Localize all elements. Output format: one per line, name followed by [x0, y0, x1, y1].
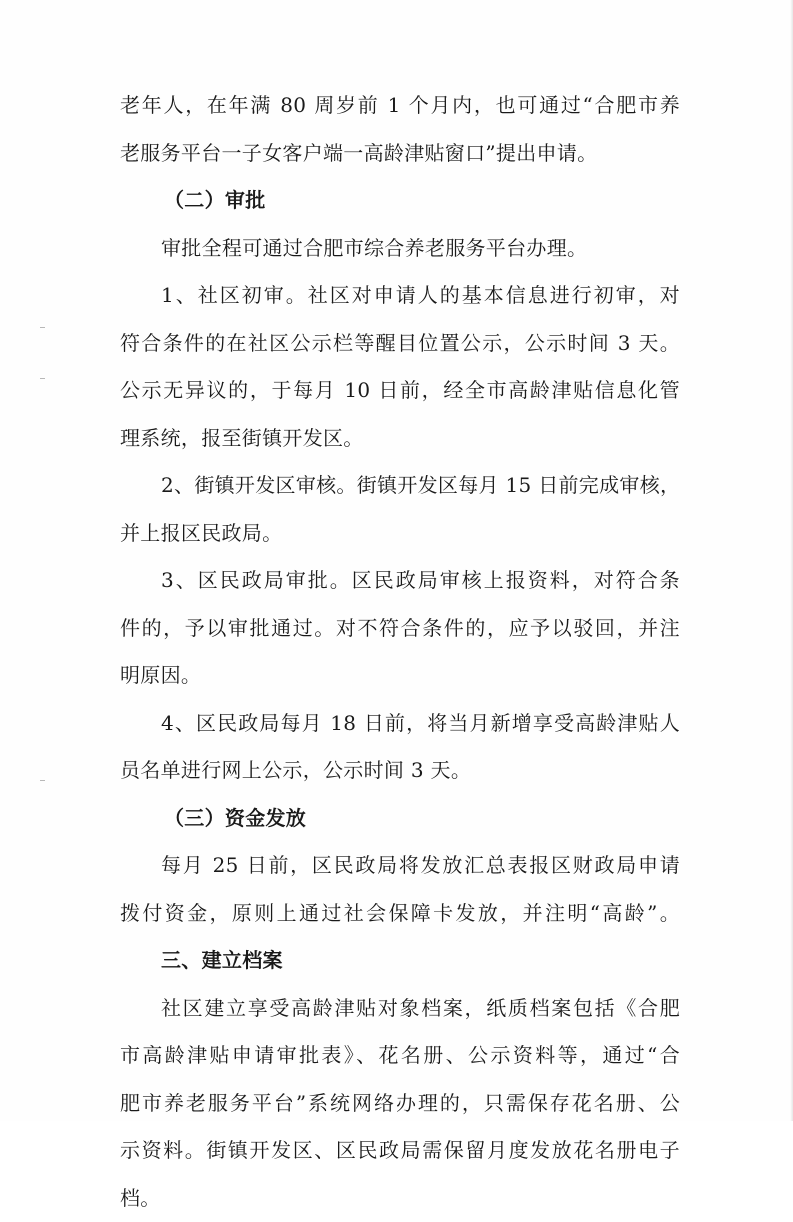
text-line: 公示无异议的，于每月 10 日前，经全市高龄津贴信息化管 — [120, 367, 680, 415]
text-line: 档。 — [120, 1175, 680, 1222]
binding-mark — [40, 378, 45, 379]
text-line: 2、街镇开发区审核。街镇开发区每月 15 日前完成审核， — [120, 462, 680, 510]
text-line: 拨付资金，原则上通过社会保障卡发放，并注明“高龄”。 — [120, 890, 680, 938]
text-line: 件的，予以审批通过。对不符合条件的，应予以驳回，并注 — [120, 605, 680, 653]
text-line: 3、区民政局审批。区民政局审核上报资料，对符合条 — [120, 557, 680, 605]
text-line: 社区建立享受高龄津贴对象档案，纸质档案包括《合肥 — [120, 985, 680, 1033]
text-line: 4、区民政局每月 18 日前，将当月新增享受高龄津贴人 — [120, 700, 680, 748]
section-heading: 三、建立档案 — [120, 937, 680, 985]
text-line: 明原因。 — [120, 652, 680, 700]
text-line: 市高龄津贴申请审批表》、花名册、公示资料等，通过“合 — [120, 1032, 680, 1080]
document-body — [120, 82, 680, 1222]
text-line: 示资料。街镇开发区、区民政局需保留月度发放花名册电子 — [120, 1127, 680, 1175]
binding-mark — [40, 780, 45, 781]
section-heading: （二）审批 — [120, 177, 680, 225]
text-line: 肥市养老服务平台”系统网络办理的，只需保存花名册、公 — [120, 1080, 680, 1128]
section-heading: （三）资金发放 — [120, 795, 680, 843]
text-line: 老服务平台一子女客户端一高龄津贴窗口”提出申请。 — [120, 130, 680, 178]
text-line: 每月 25 日前，区民政局将发放汇总表报区财政局申请 — [120, 842, 680, 890]
text-line: 审批全程可通过合肥市综合养老服务平台办理。 — [120, 225, 680, 273]
text-line: 老年人，在年满 80 周岁前 1 个月内，也可通过“合肥市养 — [120, 82, 680, 130]
text-line: 1、社区初审。社区对申请人的基本信息进行初审，对 — [120, 272, 680, 320]
binding-mark — [40, 327, 45, 328]
text-line: 符合条件的在社区公示栏等醒目位置公示，公示时间 3 天。 — [120, 320, 680, 368]
text-line: 理系统，报至街镇开发区。 — [120, 415, 680, 463]
text-line: 员名单进行网上公示，公示时间 3 天。 — [120, 747, 680, 795]
text-line: 并上报区民政局。 — [120, 510, 680, 558]
